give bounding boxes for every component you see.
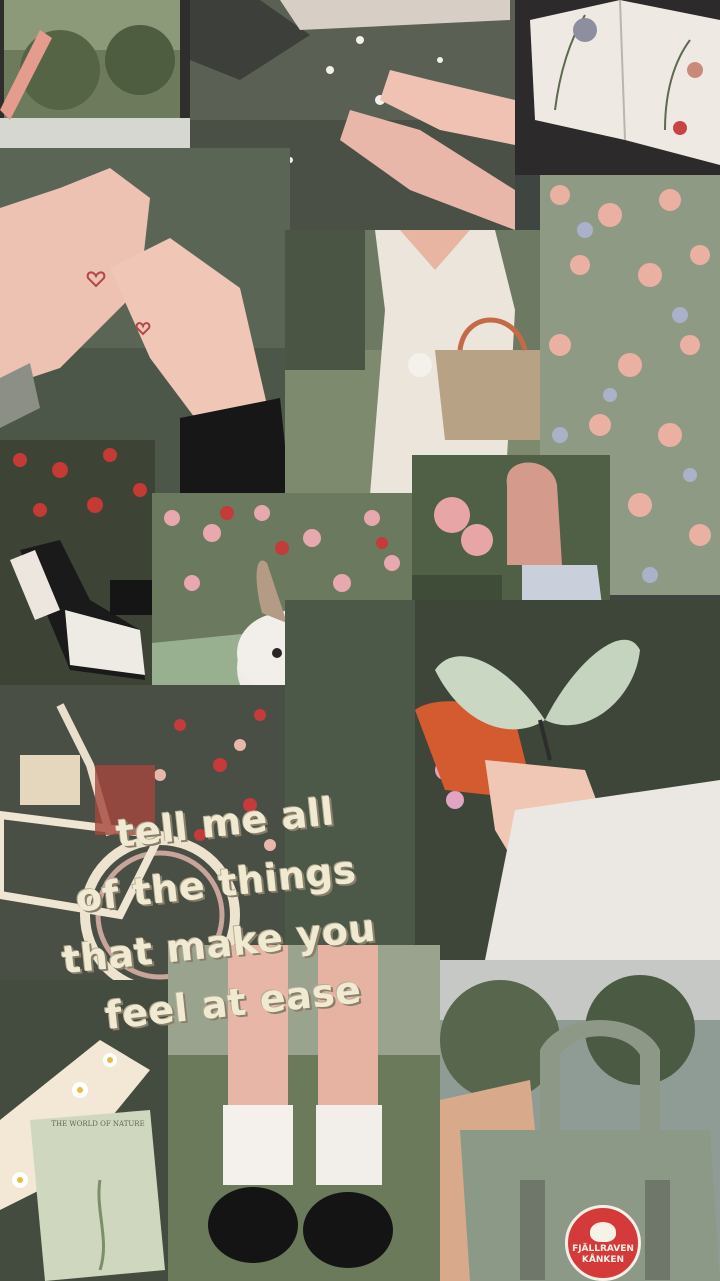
quote-line-3: that make you <box>59 905 378 983</box>
fox-icon <box>590 1222 616 1242</box>
patch-brand-bottom: KÅNKEN <box>581 1255 625 1265</box>
patch-brand-top: FJÄLLRAVEN <box>572 1244 634 1254</box>
quote-line-1: tell me all <box>114 789 337 856</box>
book-cover-title: THE WORLD OF NATURE <box>51 1120 145 1128</box>
quote-line-2: of the things <box>73 847 359 921</box>
quote-line-4: feel at ease <box>102 967 364 1039</box>
photo-car-window <box>0 0 190 148</box>
quote-overlay <box>29 768 482 1052</box>
photo-sneakers <box>0 440 155 685</box>
backpack-logo-patch <box>565 1205 641 1281</box>
photo-pressed-flower-book <box>515 0 720 175</box>
